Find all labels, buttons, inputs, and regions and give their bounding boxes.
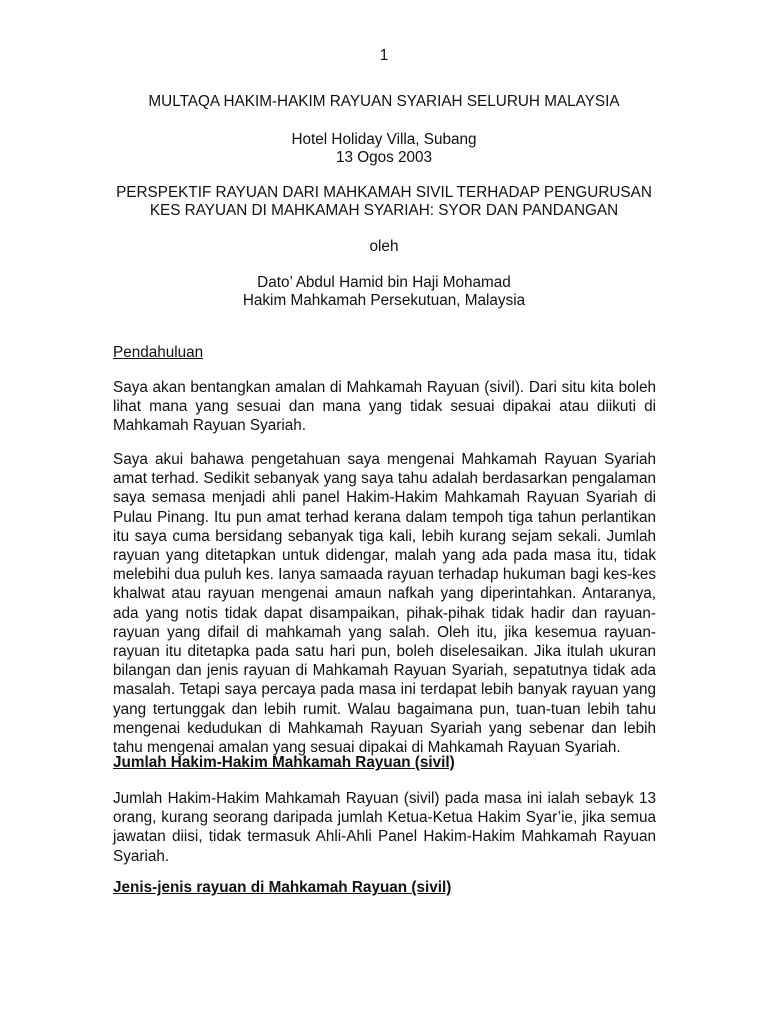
paragraph-line: lihat mana yang sesuai dan mana yang tidak sesuai dipakai atau diikuti di [113,398,656,416]
venue: Hotel Holiday Villa, Subang [291,131,477,148]
paragraph-line: jawatan diisi, tidak termasuk Ahli-Ahli Panel Hakim-Hakim Mahkamah Rayuan [113,828,656,846]
paragraph-line: amat terhad. Sedikit sebanyak yang saya tahu adalah berdasarkan pengalaman [113,470,656,488]
paragraph-line: Saya akui bahawa pengetahuan saya mengenai Mahkamah Rayuan Syariah [113,451,656,468]
paragraph [113,378,656,436]
event-date: 13 Ogos 2003 [335,149,433,166]
author-name: Dato’ Abdul Hamid bin Haji Mohamad [257,274,511,291]
paragraph-line: ada yang notis tidak dapat disampaikan, pihak-pihak tidak hadir dan rayuan- [113,604,656,622]
paragraph-line: Saya akan bentangkan amalan di Mahkamah Rayuan (sivil). Dari situ kita boleh [113,379,656,396]
paragraph-line: orang, kurang seorang daripada jumlah Ketua-Ketua Hakim Syar’ie, jika semua [113,809,656,827]
paragraph [113,450,656,757]
paragraph-line: tahu mengenai amalan yang sesuai dipakai di Mahkamah Rayuan Syariah. [113,739,621,757]
author-position: Hakim Mahkamah Persekutuan, Malaysia [242,292,526,309]
paper-title-line: KES RAYUAN DI MAHKAMAH SYARIAH: SYOR DAN PANDANGAN [149,202,619,219]
section-heading-jumlah-hakim: Jumlah Hakim-Hakim Mahkamah Rayuan (sivil) [113,754,455,771]
paragraph-line: Mahkamah Rayuan Syariah. [113,417,307,435]
section-heading-pendahuluan: Pendahuluan [113,344,204,361]
paragraph-line: melebihi dua puluh kes. Ianya samaada rayuan terhadap hukuman bagi kes-kes [113,566,656,584]
paragraph-line: bilangan dan jenis rayuan di Mahkamah Rayuan Syariah, sepatutnya tidak ada [113,662,656,680]
paragraph-line: Pulau Pinang. Itu pun amat terhad kerana dalam tempoh tiga tahun perlantikan [113,508,656,526]
paragraph-line: Jumlah Hakim-Hakim Mahkamah Rayuan (sivil) pada masa ini ialah sebayk 13 [113,790,656,807]
paragraph-line: rayuan yang ditetapkan untuk didengar, malah yang ada pada masa itu, tidak [113,547,656,565]
page-number: 1 [379,47,389,64]
conference-title: MULTAQA HAKIM-HAKIM RAYUAN SYARIAH SELURUH MALAYSIA [148,93,620,110]
paragraph-line: masalah. Tetapi saya percaya pada masa ini terdapat lebih banyak rayuan yang [113,681,656,699]
section-heading-jenis-rayuan: Jenis-jenis rayuan di Mahkamah Rayuan (sivil) [113,879,452,896]
paper-title-line: PERSPEKTIF RAYUAN DARI MAHKAMAH SIVIL TERHADAP PENGURUSAN [116,184,652,201]
paragraph [113,789,656,866]
paragraph-line: itu saya cuma bersidang sebanyak tiga kali, lebih kurang sejam sekali. Jumlah [113,527,656,545]
by-label: oleh [369,238,399,255]
paragraph-line: yang tertunggak dan lebih rumit. Walau bagaimana pun, tuan-tuan lebih tahu [113,700,656,718]
paragraph-line: khalwat atau rayuan mengenai amaun nafkah yang diperintahkan. Antaranya, [113,585,656,603]
paragraph-line: saya semasa menjadi ahli panel Hakim-Hakim Mahkamah Rayuan Syariah di [113,489,656,507]
paragraph-line: Syariah. [113,847,170,865]
paragraph-line: rayuan yang difail di mahkamah yang salah. Oleh itu, jika kesemua rayuan- [113,623,656,641]
paragraph-line: mengenai kedudukan di Mahkamah Rayuan Syariah yang sebenar dan lebih [113,719,656,737]
paragraph-line: rayuan itu ditetapka pada satu hari pun, boleh diselesaikan. Jika itulah ukuran [113,643,656,661]
